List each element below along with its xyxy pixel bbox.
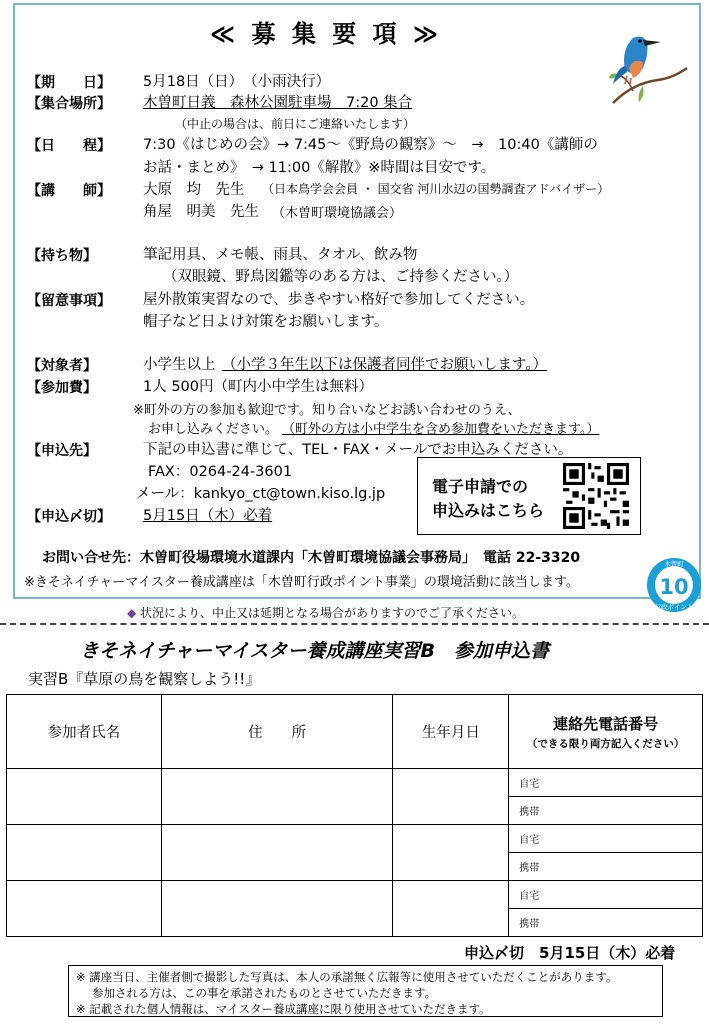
notes-line1: 屋外散策実習なので、歩きやすい格好で参加してください。: [143, 292, 535, 308]
point-note: ※きそネイチャーマイスター養成講座は「木曽町行政ポイント事業」の環境活動に該当します。: [24, 575, 579, 590]
address-cell[interactable]: [161, 769, 393, 825]
birth-cell[interactable]: [393, 881, 509, 937]
home-phone-cell[interactable]: 自宅: [509, 769, 703, 797]
schedule-label: 【日 程】: [27, 138, 111, 154]
lecturer-affil2: （木曽町環境協議会）: [272, 206, 403, 221]
header-phone-label: 連絡先電話番号: [553, 714, 659, 733]
deadline-label: 【申込〆切】: [27, 509, 111, 525]
apply-label: 【申込先】: [27, 443, 97, 459]
items-line1: 筆記用具、メモ帳、雨具、タオル、飲み物: [143, 247, 418, 263]
date-value: 5月18日（日） （小雨決行）: [143, 74, 331, 90]
contact-line: お問い合せ先：木曽町役場環境水道課内「木曽町環境協議会事務局」 電話 22-3320: [42, 550, 581, 566]
e-application-line1: 電子申請での: [432, 477, 529, 496]
items-label: 【持ち物】: [27, 248, 97, 264]
place-note: （中止の場合は、前日にご連絡いたします）: [175, 117, 416, 131]
kingfisher-illustration: [603, 28, 689, 108]
place-label: 【集合場所】: [27, 96, 111, 112]
name-cell[interactable]: [7, 769, 162, 825]
fee-value: 1人 500円（町内小中学生は無料）: [143, 379, 374, 395]
name-cell[interactable]: [7, 881, 162, 937]
lecturer-affil1: （日本鳥学会会員 ・ 国交省 河川水辺の国勢調査アドバイザー）: [262, 182, 610, 196]
fee-note3: （町外の方は小中学生を含め参加費をいただきます。）: [282, 422, 600, 437]
apply-mail[interactable]: メール：kankyo_ct@town.kiso.lg.jp: [136, 486, 386, 502]
header-name: 参加者氏名: [7, 695, 162, 769]
header-phone: [509, 695, 703, 769]
birth-cell[interactable]: [393, 769, 509, 825]
birth-cell[interactable]: [393, 825, 509, 881]
application-table: [6, 694, 703, 937]
table-header-row: [7, 695, 703, 769]
table-row: [7, 769, 703, 797]
footnote-3: ※ 記載された個人情報は、マイスター養成講座に限り使用させていただきます。: [76, 1002, 491, 1016]
lecturer-label: 【講 師】: [27, 183, 111, 199]
name-cell[interactable]: [7, 825, 162, 881]
footnote-2: 参加される方は、この事を承諾されたものとさせていただきます。: [92, 986, 437, 1000]
e-application-line2: 申込みはこちら: [432, 501, 545, 520]
point-badge-icon: [645, 556, 703, 614]
home-phone-cell[interactable]: 自宅: [509, 825, 703, 853]
page-heading: ≪ 募 集 要 項 ≫: [210, 20, 443, 48]
badge-bottom-text: 行政ポイント: [654, 603, 694, 611]
address-cell[interactable]: [161, 825, 393, 881]
form-title: きそネイチャーマイスター養成講座実習B 参加申込書: [80, 640, 549, 662]
notes-line2: 帽子など日よけ対策をお願いします。: [143, 314, 389, 330]
form-subtitle: 実習B『草原の鳥を観察しよう!!』: [28, 670, 261, 688]
badge-top-text: 木曽町: [664, 560, 684, 568]
mobile-phone-cell[interactable]: 携帯: [509, 909, 703, 937]
fee-note1: ※町外の方の参加も歓迎です。知り合いなどお誘い合わせのうえ、: [133, 403, 521, 418]
place-value: 木曽町日義 森林公園駐車場 7:20 集合: [143, 95, 413, 111]
lecturer-name1: 大原 均 先生: [143, 182, 245, 198]
date-label: 【期 日】: [27, 75, 111, 91]
target-note: （小学３年生以下は保護者同伴でお願いします。）: [222, 357, 548, 373]
apply-line1: 下記の申込書に準じて、TEL・FAX・メールでお申込みください。: [143, 442, 573, 458]
table-row: [7, 825, 703, 853]
diamond-icon: ◆: [127, 606, 137, 620]
mobile-phone-cell[interactable]: 携帯: [509, 797, 703, 825]
target-value: 小学生以上: [143, 357, 216, 373]
fee-label: 【参加費】: [27, 380, 97, 396]
home-phone-cell[interactable]: 自宅: [509, 881, 703, 909]
header-address: 住 所: [161, 695, 393, 769]
mobile-phone-cell[interactable]: 携帯: [509, 853, 703, 881]
lecturer-name2: 角屋 明美 先生: [143, 204, 259, 220]
cut-line: [0, 623, 709, 625]
schedule-line2: お話・まとめ》 → 11:00《解散》※時間は目安です。: [143, 160, 496, 176]
fee-note2: お申し込みください。: [148, 422, 279, 437]
badge-number: 10: [659, 575, 689, 599]
footnote-1: ※ 講座当日、主催者側で撮影した写真は、本人の承諾無く広報等に使用させていただくことがあります。: [76, 970, 618, 984]
qr-code-icon[interactable]: [563, 463, 629, 529]
items-line2: （双眼鏡、野鳥図鑑等のある方は、ご持参ください。）: [163, 269, 519, 285]
schedule-line1: 7:30《はじめの会》→ 7:45～《野鳥の観察》～ → 10:40《講師の: [143, 137, 598, 153]
header-phone-note: （できる限り両方記入ください）: [526, 737, 685, 750]
table-row: [7, 881, 703, 909]
notice-line: [127, 604, 524, 621]
header-birth: 生年月日: [393, 695, 509, 769]
target-label: 【対象者】: [27, 358, 97, 374]
notes-label: 【留意事項】: [27, 293, 111, 309]
apply-fax: FAX：0264-24-3601: [148, 464, 293, 480]
notice-text: ◆ 状況により、中止又は延期となる場合がありますのでご了承ください。: [127, 606, 525, 620]
deadline-value: 5月15日（木）必着: [143, 508, 273, 524]
address-cell[interactable]: [161, 881, 393, 937]
form-deadline: 申込〆切 5月15日（木）必着: [464, 944, 676, 962]
